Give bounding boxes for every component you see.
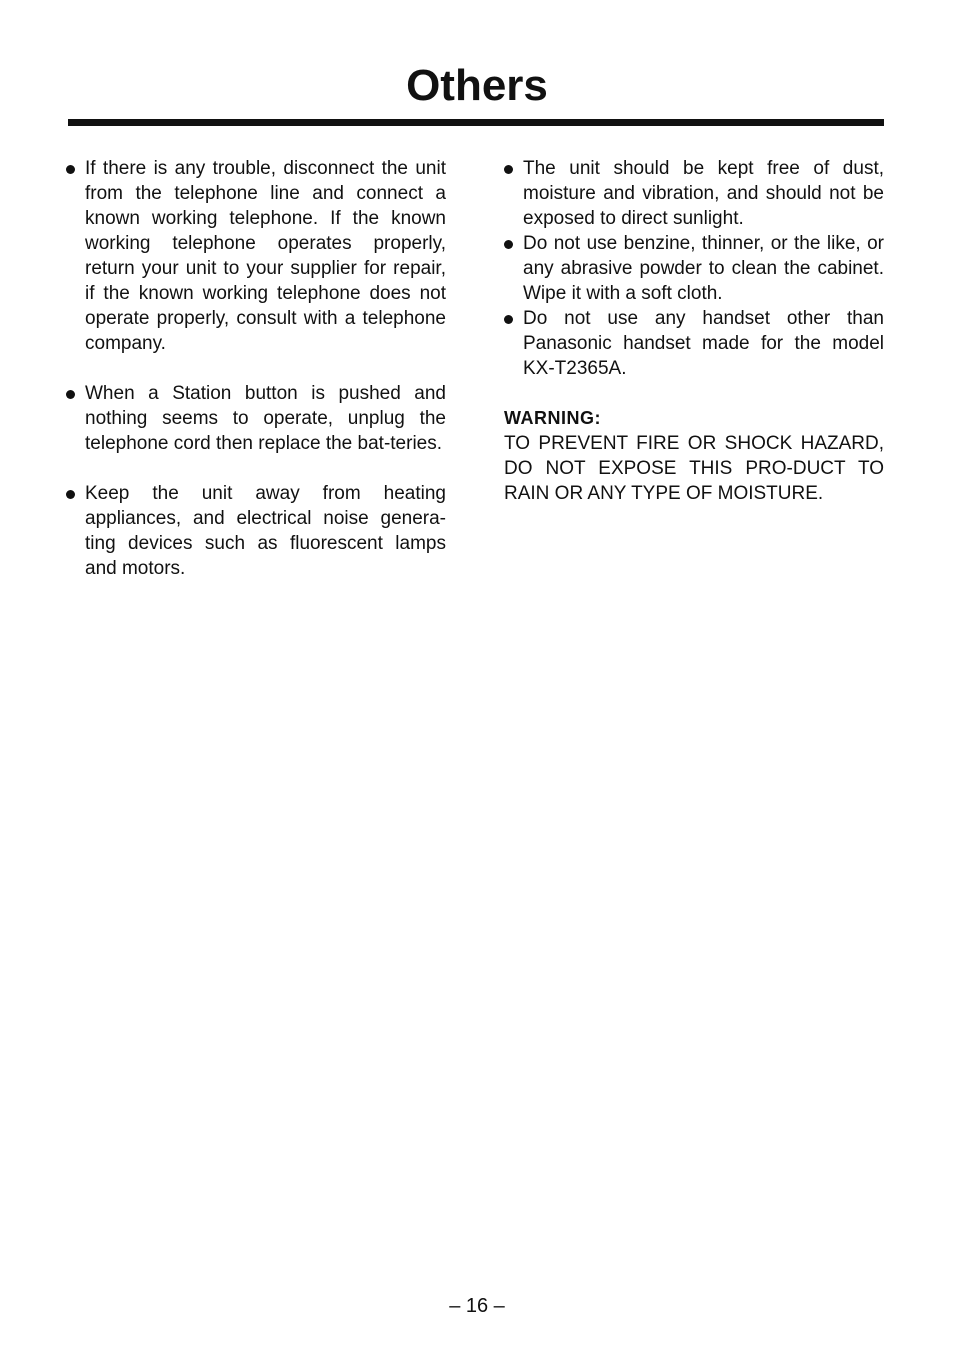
list-item-text: The unit should be kept free of dust, moisture and vibration, and should not be exposed to direct sunlight. [523, 158, 884, 229]
list-item-text: Keep the unit away from heating appliances, and electrical noise genera-ting devices such as fluorescent lamps and motors. [85, 483, 446, 579]
bullet-icon [504, 165, 513, 174]
list-item-text: When a Station button is pushed and nothing seems to operate, unplug the telephone cord then replace the bat-teries. [85, 383, 446, 454]
bullet-icon [66, 490, 75, 499]
bullet-icon [66, 165, 75, 174]
page-number: – 16 – [449, 1295, 505, 1317]
list-item [66, 481, 446, 581]
title-divider [68, 119, 884, 126]
warning-heading: WARNING: [504, 408, 601, 428]
left-column [66, 156, 446, 581]
list-item [66, 156, 446, 356]
list-item-text: Do not use any handset other than Panasonic handset made for the model KX-T2365A. [523, 308, 884, 379]
list-item-text: Do not use benzine, thinner, or the like, or any abrasive powder to clean the cabinet. Wipe it with a soft cloth. [523, 233, 884, 304]
list-item [504, 231, 884, 306]
bullet-icon [504, 315, 513, 324]
page-title: Others [406, 61, 548, 110]
list-item [66, 381, 446, 456]
right-column [504, 156, 884, 506]
bullet-icon [504, 240, 513, 249]
list-item [504, 306, 884, 381]
list-item-text: If there is any trouble, disconnect the unit from the telephone line and connect a known working telephone. If the known working telephone operates properly, return your unit to your supplier for repair, if the known working telephone does not operate properly, consult with a telephone company. [85, 158, 446, 354]
bullet-icon [66, 390, 75, 399]
list-item [504, 156, 884, 231]
warning-text: TO PREVENT FIRE OR SHOCK HAZARD, DO NOT EXPOSE THIS PRO-DUCT TO RAIN OR ANY TYPE OF MOISTURE. [504, 433, 884, 504]
